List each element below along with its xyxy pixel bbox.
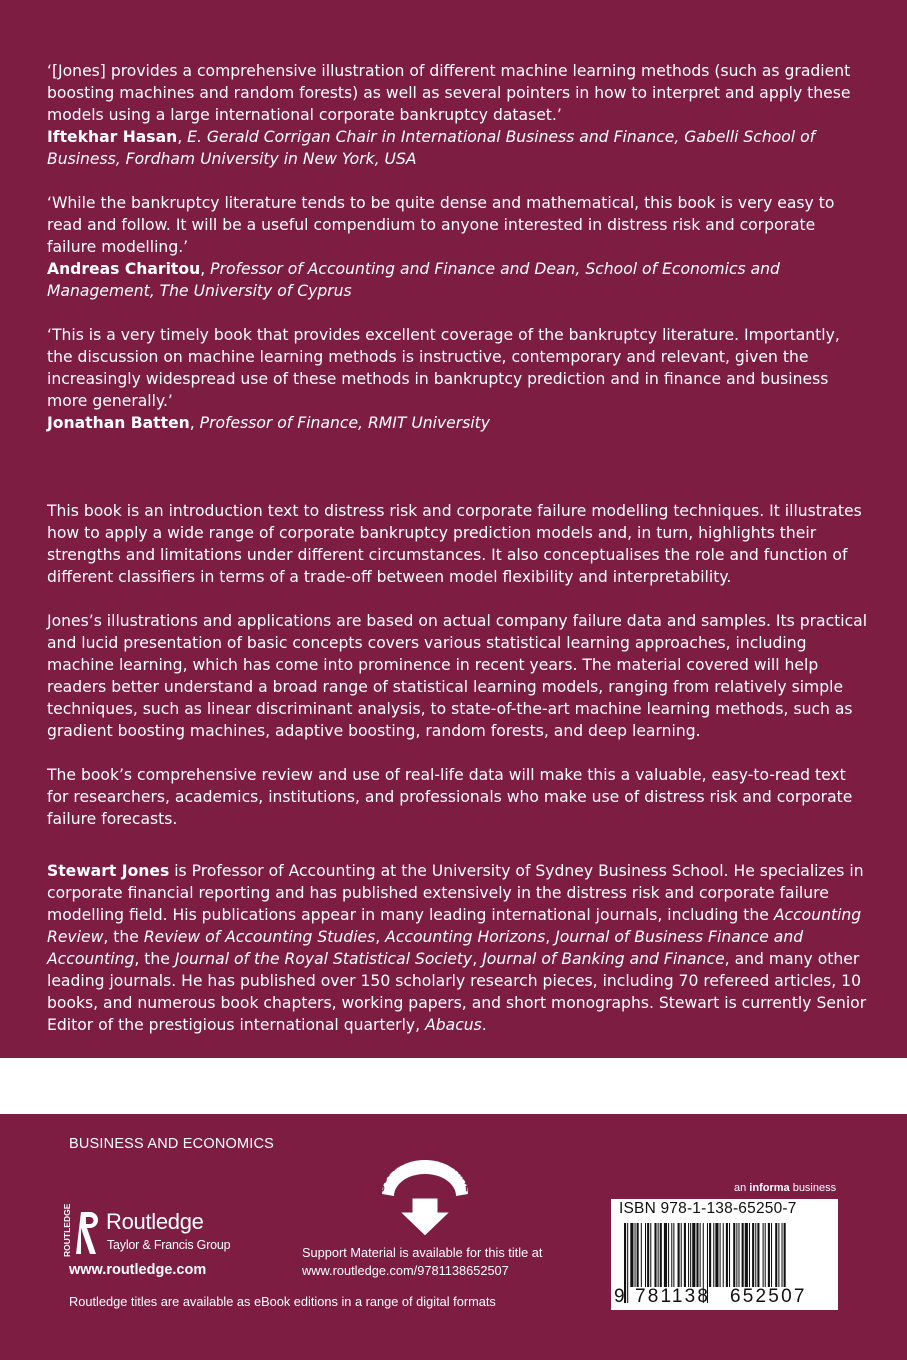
white-divider-band: [0, 1058, 907, 1114]
bio-text: ,: [545, 928, 556, 946]
barcode-bar: [745, 1223, 748, 1287]
bio-text: ,: [472, 950, 483, 968]
barcode-bar: [668, 1223, 669, 1287]
back-cover-text: [47, 60, 869, 1036]
barcode-bar: [630, 1223, 633, 1287]
endorsement-affiliation: E. Gerald Corrigan Chair in International Business and Finance, Gabelli School of Business, Fordham University in New York, USA: [47, 128, 816, 168]
journal-title: Abacus: [425, 1016, 482, 1034]
isbn-label: ISBN 978-1-138-65250-7: [619, 1200, 797, 1217]
barcode-bar: [660, 1223, 662, 1287]
barcode-bar: [692, 1223, 695, 1287]
bio-text: , and many other leading journals. He has published over 150 scholarly research pieces, including 70 refereed articles, 10 books, and numerous book chapters, working papers, and short monographs. Stewart is currently Senior Editor of the prestigious international quarterly,: [47, 950, 867, 1034]
bio-text: ,: [375, 928, 386, 946]
support-line: Support Material is available for this title at: [302, 1245, 543, 1260]
author-name: Stewart Jones: [47, 862, 170, 880]
ean-digits-left: 781138: [635, 1286, 711, 1307]
barcode-bar: [775, 1223, 777, 1287]
logo-vertical-text: ROUTLEDGE: [62, 1203, 72, 1257]
endorsement-author: Andreas Charitou: [47, 260, 201, 278]
journal-title: Review of Accounting Studies: [143, 928, 376, 946]
barcode-bar: [637, 1223, 639, 1287]
endorsement-affiliation: Professor of Finance, RMIT University: [199, 414, 490, 432]
bio-text: , the: [134, 950, 175, 968]
barcode-bar: [690, 1223, 691, 1287]
endorsement-author: Iftekhar Hasan: [47, 128, 178, 146]
barcode-bar: [736, 1223, 737, 1287]
barcode-bar: [723, 1223, 724, 1287]
journal-title: Journal of the Royal Statistical Society: [174, 950, 473, 968]
barcode-bar: [768, 1223, 770, 1287]
subject-category: BUSINESS AND ECONOMICS: [69, 1136, 275, 1152]
barcode-bar: [757, 1223, 759, 1287]
barcode-bar: [713, 1223, 714, 1287]
support-badge-label: SUPPORT MATERIAL: [374, 1150, 476, 1193]
barcode-bar: [658, 1223, 659, 1287]
spacer: [47, 852, 869, 860]
barcode-bar: [709, 1223, 711, 1287]
barcode-bar: [778, 1223, 779, 1287]
barcode-bar: [784, 1223, 786, 1287]
publisher-name: Routledge: [106, 1209, 204, 1234]
bio-text: is Professor of Accounting at the University of Sydney Business School. He specializes in corporate financial reporting and has published extensively in the distress risk and corporate failure modelling field. His publications appear in many leading international journals, including the: [47, 862, 864, 924]
bio-text: .: [481, 1016, 487, 1034]
barcode-bar: [627, 1223, 628, 1303]
barcode-bar: [726, 1223, 728, 1287]
barcode-bar: [755, 1223, 756, 1287]
publisher-logo: [62, 1203, 256, 1258]
endorsement-text: ‘This is a very timely book that provides excellent coverage of the bankruptcy literature. Importantly, the discussion on machine learning methods is instructive, contemporary and relevant, given the increasingly widespread use of these methods in bankruptcy prediction and in finance and business more generally.’: [47, 326, 840, 410]
journal-title: Accounting Review: [47, 906, 862, 946]
barcode-bar: [752, 1223, 754, 1287]
barcode-bar: [681, 1223, 682, 1287]
informa-brand: informa: [749, 1182, 790, 1194]
bio-text: , the: [103, 928, 144, 946]
publisher-website[interactable]: www.routledge.com: [69, 1262, 207, 1278]
endorsement: ‘[Jones] provides a comprehensive illustration of different machine learning methods (such as gradient boosting machines and random forests) as well as several pointers in how to interpret and apply these models using a large international corporate bankruptcy dataset.’ Iftekhar Hasan, E. Gerald Corrigan Chair in International Business and Finance, Gabelli School of Business, Fordham University in New York, USA: [47, 62, 851, 168]
ean-digits-right: 652507: [730, 1286, 807, 1307]
barcode-bar: [696, 1223, 698, 1287]
barcode-bar: [654, 1223, 656, 1287]
barcode-bar: [650, 1223, 651, 1287]
barcode-bar: [688, 1223, 689, 1287]
barcode-bar: [765, 1223, 766, 1287]
barcode-bar: [715, 1223, 718, 1287]
endorsement-author: Jonathan Batten: [47, 414, 190, 432]
barcode-bar: [749, 1223, 750, 1287]
journal-title: Journal of Business Finance and Accounting: [47, 928, 804, 968]
journal-title: Journal of Banking and Finance: [482, 950, 725, 968]
endorsement: ‘While the bankruptcy literature tends to be quite dense and mathematical, this book is very easy to read and follow. It will be a useful compendium to anyone interested in distress risk and corporate failure modelling.’ Andreas Charitou, Professor of Accounting and Finance and Dean, School of Economics and Management, The University of Cyprus: [47, 194, 835, 300]
routledge-logo-icon: [62, 1203, 100, 1258]
logo-r-glyph: [76, 1212, 98, 1254]
description-paragraph: Jones’s illustrations and applications are based on actual company failure data and samples. Its practical and lucid presentation of basic concepts covers various statistical learning approaches, including machine learning, which has come into prominence in recent years. The material covered will help readers better understand a broad range of statistical learning models, ranging from relatively simple techniques, such as linear discriminant analysis, to state-of-the-art machine learning methods, such as gradient boosting machines, adaptive boosting, random forests, and deep learning.: [47, 612, 868, 740]
barcode-bar: [673, 1223, 674, 1287]
barcode-bar: [782, 1223, 783, 1287]
barcode-bar: [664, 1223, 667, 1287]
endorsement-text: ‘While the bankruptcy literature tends to be quite dense and mathematical, this book is very easy to read and follow. It will be a useful compendium to anyone interested in distress risk and corporate failure modelling.’: [47, 194, 835, 256]
author-bio: [47, 860, 869, 1036]
endorsement-text: ‘[Jones] provides a comprehensive illustration of different machine learning methods (such as gradient boosting machines and random forests) as well as several pointers in how to interpret and apply these models using a large international corporate bankruptcy dataset.’: [47, 62, 851, 124]
isbn-barcode: [611, 1199, 838, 1310]
barcode-bar: [733, 1223, 735, 1287]
description-paragraph: The book’s comprehensive review and use of real-life data will make this a valuable, easy-to-read text for researchers, academics, institutions, and professionals who make use of distress risk and corporate failure forecasts.: [47, 766, 853, 828]
barcode-bar: [700, 1223, 701, 1287]
barcode-bar: [645, 1223, 646, 1287]
barcode-bar: [671, 1223, 672, 1287]
barcode-bar: [641, 1223, 642, 1287]
barcode-bar: [729, 1223, 730, 1287]
ean-digit-first: 9: [614, 1286, 625, 1307]
endorsement-affiliation: Professor of Accounting and Finance and Dean, School of Economics and Management, The University of Cyprus: [47, 260, 780, 300]
barcode-bar: [647, 1223, 649, 1287]
informa-tagline: [734, 1182, 836, 1194]
description-paragraph: This book is an introduction text to distress risk and corporate failure modelling techniques. It illustrates how to apply a wide range of corporate bankruptcy prediction models and, in turn, highlights their strengths and limitations under different circumstances. It also conceptualises the role and function of different classifiers in terms of a trade-off between model flexibility and interpretability.: [47, 502, 862, 586]
spacer: [47, 456, 869, 500]
publisher-subtitle: Taylor & Francis Group: [107, 1238, 231, 1252]
journal-title: Accounting Horizons: [385, 928, 546, 946]
barcode-bar: [763, 1223, 764, 1287]
informa-prefix: an: [734, 1182, 750, 1194]
barcode-bar: [720, 1223, 721, 1287]
barcode-bar: [771, 1223, 772, 1287]
barcode-bar: [742, 1223, 744, 1287]
barcode-bar: [684, 1223, 686, 1287]
support-url[interactable]: www.routledge.com/9781138652507: [302, 1263, 509, 1278]
barcode-bar: [738, 1223, 739, 1287]
barcode-bar: [678, 1223, 680, 1287]
barcode-bar: [635, 1223, 636, 1287]
informa-suffix: business: [789, 1182, 837, 1194]
endorsement: ‘This is a very timely book that provides excellent coverage of the bankruptcy literature. Importantly, the discussion on machine learning methods is instructive, contemporary and relevant, given the increasingly widespread use of these methods in bankruptcy prediction and in finance and business more generally.’ Jonathan Batten, Professor of Finance, RMIT University: [47, 326, 840, 432]
ebook-note: Routledge titles are available as eBook editions in a range of digital formats: [69, 1294, 496, 1309]
support-material-info: [302, 1244, 562, 1280]
support-material-badge-icon: [372, 1150, 478, 1240]
